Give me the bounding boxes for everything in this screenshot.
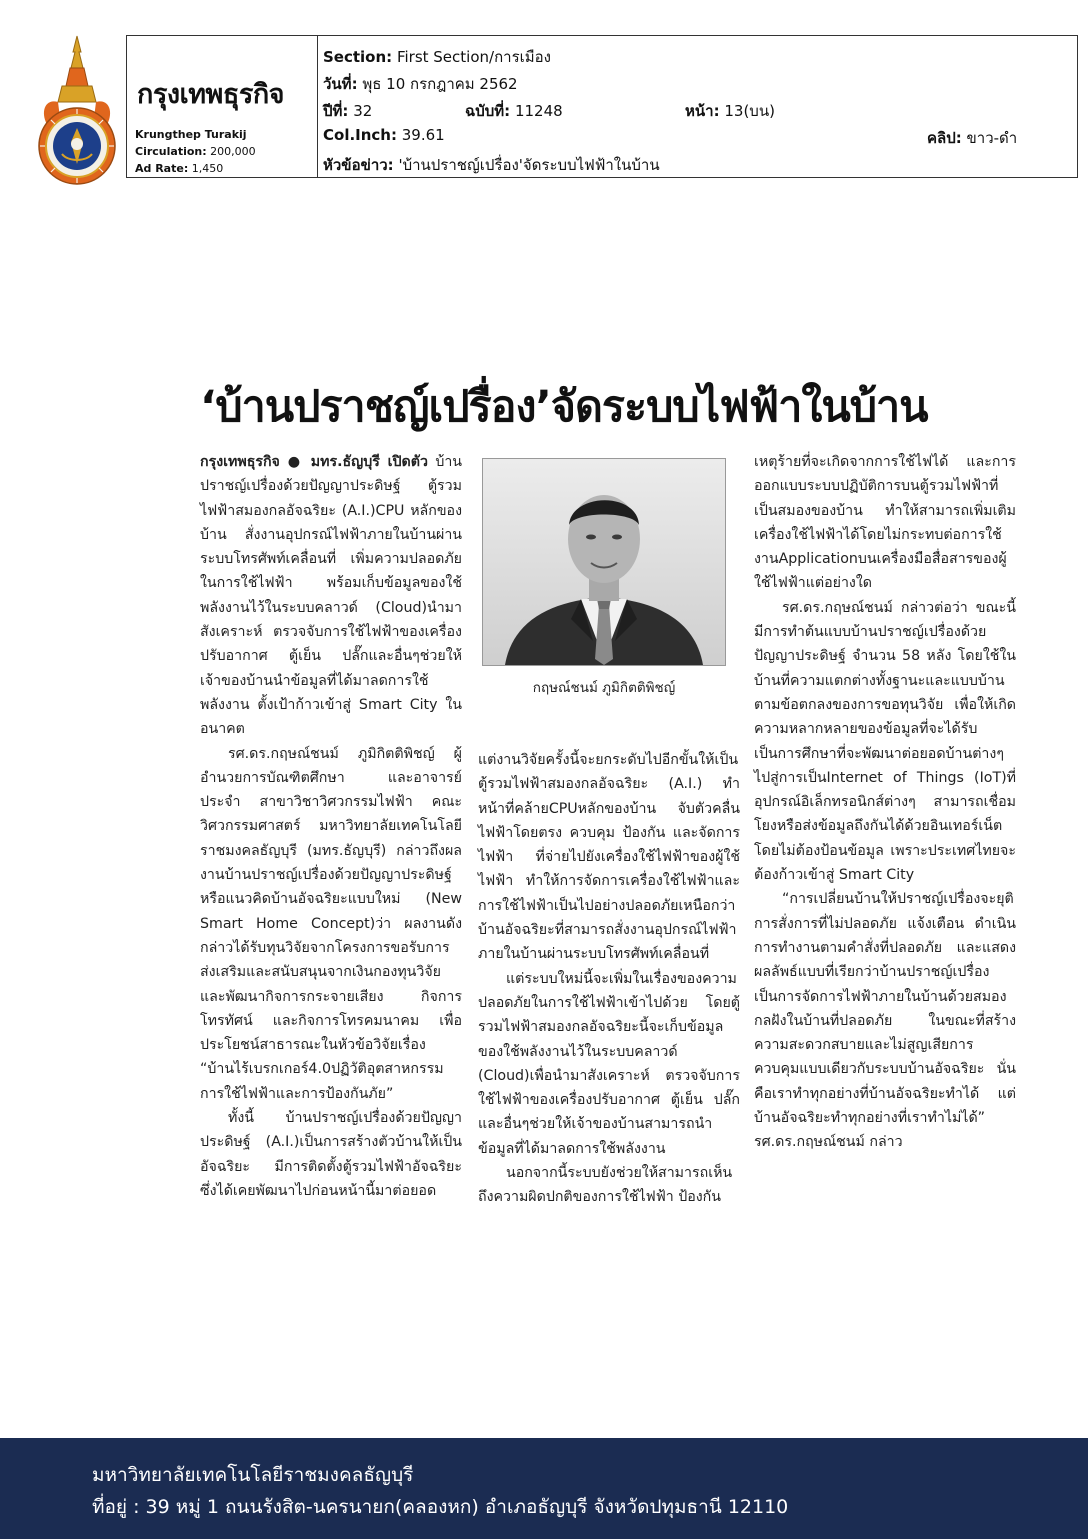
circulation: Circulation: 200,000 [135, 145, 256, 158]
article-paragraph: นอกจากนี้ระบบยังช่วยให้สามารถเห็นถึงความผิดปกติของการใช้ไฟฟ้า ป้องกัน [478, 1165, 733, 1206]
article-column-1 [200, 450, 462, 1490]
article-paragraph: แต่ระบบใหม่นี้จะเพิ่มในเรื่องของความปลอดภัยในการใช้ไฟฟ้าเข้าไปด้วย โดยตู้รวมไฟฟ้าสมองกลอัจฉริยะนี้จะเก็บข้อมูลของใช้พลังงานไว้ในระบบคลาวด์ (Cloud)เพื่อนำมาสังเคราะห์ ตรวจจับการใช้ไฟฟ้าของเครื่องปรับอากาศ ตู้เย็น ปลั๊กและอื่นๆช่วยให้เจ้าของบ้านสามารถนำข้อมูลที่ได้มาลดการใช้พลังงาน [478, 970, 740, 1157]
article-paragraph: รศ.ดร.กฤษณ์ชนม์ ภูมิกิตติพิชญ์ ผู้อำนวยการบัณฑิตศึกษา และอาจารย์ประจำ สาขาวิชาวิศวกรรมไฟฟ้า คณะวิศวกรรมศาสตร์ มหาวิทยาลัยเทคโนโลยีราชมงคลธัญบุรี (มทร.ธัญบุรี) กล่าวถึงผลงานบ้านปราชญ์เปรื่องด้วยปัญญาประดิษฐ์ หรือแนวคิดบ้านอัจฉริยะแบบใหม่ (New Smart Home Concept)ว่า ผลงานดังกล่าวได้รับทุนวิจัยจากโครงการขอรับการส่งเสริมและสนับสนุนจากเงินกองทุนวิจัยและพัฒนากิจการกระจายเสียง กิจการโทรทัศน์ และกิจการโทรคมนาคม เพื่อประโยชน์สาธารณะในหัวข้อวิจัยเรื่อง “บ้านไร้เบรกเกอร์4.0ปฏิวัติอุตสาหกรรมการใช้ไฟฟ้าและการป้องกันภัย” [200, 745, 462, 1102]
footer-university: มหาวิทยาลัยเทคโนโลยีราชมงคลธัญบุรี [92, 1464, 414, 1486]
clip-field: คลิป: ขาว-ดำ [927, 129, 1018, 147]
header-divider [317, 36, 318, 177]
paper-name: กรุงเทพธุรกิจ [137, 79, 285, 110]
colinch-field: Col.Inch: 39.61 [323, 126, 445, 144]
article-paragraph: เหตุร้ายที่จะเกิดจากการใช้ไฟได้ และการออกแบบระบบปฏิบัติการบนตู้รวมไฟฟ้าที่เป็นสมองของบ้าน ทำให้สามารถเพิ่มเติมเครื่องใช้ไฟฟ้าได้โดยไม่กระทบต่อการใช้งานApplicationบนเครื่องมือสื่อสารของผู้ใช้ไฟฟ้าแต่อย่างใด [754, 454, 1016, 592]
portrait-photo [482, 458, 726, 666]
article-paragraph: กรุงเทพธุรกิจ ● มทร.ธัญบุรี เปิดตัว บ้านปราชญ์เปรื่องด้วยปัญญาประดิษฐ์ ตู้รวมไฟฟ้าสมองกลอัจฉริยะ (A.I.)CPU หลักของบ้าน สั่งงานอุปกรณ์ไฟฟ้าภายในบ้านผ่านระบบโทรศัพท์เคลื่อนที่ เพิ่มความปลอดภัยในการใช้ไฟฟ้า พร้อมเก็บข้อมูลของใช้พลังงานไว้ในระบบคลาวด์ (Cloud)นำมาสังเคราะห์ ตรวจจับการใช้ไฟฟ้าของเครื่องปรับอากาศ ตู้เย็น ปลั๊กและอื่นๆช่วยให้เจ้าของบ้านนำข้อมูลที่ได้มาลดการใช้พลังงาน ตั้งเป้าก้าวเข้าสู่ Smart City ในอนาคต [200, 454, 462, 738]
article-byline: กรุงเทพธุรกิจ ● มทร.ธัญบุรี เปิดตัว [200, 454, 428, 470]
clipping-header [126, 35, 1078, 178]
date-row: วันที่: พุธ 10 กรกฎาคม 2562 [323, 75, 518, 93]
article-paragraph: ทั้งนี้ บ้านปราชญ์เปรื่องด้วยปัญญาประดิษฐ์ (A.I.)เป็นการสร้างตัวบ้านให้เป็นอัจฉริยะ มีการติดตั้งตู้รวมไฟฟ้าอัจฉริยะ ซึ่งได้เคยพัฒนาไปก่อนหน้านี้มาต่อยอด [200, 1110, 462, 1199]
publication-name: Krungthep Turakij [135, 128, 247, 141]
topic-row: หัวข้อข่าว: 'บ้านปราชญ์เปรื่อง'จัดระบบไฟฟ้าในบ้าน [323, 156, 660, 174]
article-headline: ‘บ้านปราชญ์เปรื่อง’จัดระบบไฟฟ้าในบ้าน [200, 382, 928, 432]
article-column-2 [478, 748, 740, 1490]
article-column-3 [754, 450, 1016, 1490]
footer-bar [0, 1438, 1088, 1539]
clipping-details [323, 36, 1077, 177]
university-seal-icon [34, 34, 120, 186]
article-paragraph: แต่งานวิจัยครั้งนี้จะยกระดับไปอีกขั้นให้เป็นตู้รวมไฟฟ้าสมองกลอัจฉริยะ (A.I.) ทำหน้าที่คล้ายCPUหลักของบ้าน จับตัวคลื่นไฟฟ้าโดยตรง ควบคุม ป้องกัน และจัดการไฟฟ้า ที่จ่ายไปยังเครื่องใช้ไฟฟ้าของผู้ใช้ไฟฟ้า ทำให้การจัดการเครื่องใช้ไฟฟ้าและการใช้ไฟฟ้าเป็นไปอย่างปลอดภัยเหนือกว่าบ้านอัจฉริยะที่สามารถสั่งงานอุปกรณ์ไฟฟ้าภายในบ้านผ่านระบบโทรศัพท์เคลื่อนที่ [478, 752, 740, 963]
ad-rate: Ad Rate: 1,450 [135, 162, 224, 175]
year-field: ปีที่: 32 [323, 102, 373, 120]
publication-info [127, 36, 317, 177]
article-paragraph: รศ.ดร.กฤษณ์ชนม์ กล่าวต่อว่า ขณะนี้มีการทำต้นแบบบ้านปราชญ์เปรื่องด้วยปัญญาประดิษฐ์ จำนวน 58 หลัง โดยใช้ในบ้านที่ความแตกต่างทั้งฐานะและแบบบ้าน ตามข้อตกลงของการขอทุนวิจัย เพื่อให้เกิดความหลากหลายของข้อมูลที่จะได้รับ เป็นการศึกษาที่จะพัฒนาต่อยอดบ้านต่างๆ ไปสู่การเป็นInternet of Things (IoT)ที่อุปกรณ์อิเล็กทรอนิกส์ต่างๆ สามารถเชื่อมโยงหรือส่งข้อมูลถึงกันได้ด้วยอินเทอร์เน็ต โดยไม่ต้องป้อนข้อมูล เพราะประเทศไทยจะต้องก้าวเข้าสู่ Smart City [754, 599, 1016, 884]
issue-field: ฉบับที่: 11248 [465, 102, 563, 120]
section-row: Section: First Section/การเมือง [323, 48, 551, 66]
article-paragraph: “การเปลี่ยนบ้านให้ปราชญ์เปรื่องจะยุติการสั่งการที่ไม่ปลอดภัย แจ้งเตือน ดำเนินการทำงานตามคำสั่งที่ปลอดภัย และแสดงผลลัพธ์แบบที่เรียกว่าบ้านปราชญ์เปรื่อง เป็นการจัดการไฟฟ้าภายในบ้านด้วยสมองกลฝังในบ้านที่ปลอดภัย ในขณะที่สร้างความสะดวกสบายและไม่สูญเสียการควบคุมแบบเดียวกับระบบบ้านอัจฉริยะ นั่นคือเราทำทุกอย่างที่บ้านอัจฉริยะทำได้ แต่บ้านอัจฉริยะทำทุกอย่างที่เราทำไม่ได้” รศ.ดร.กฤษณ์ชนม์ กล่าว [754, 891, 1016, 1151]
page-field: หน้า: 13(บน) [685, 102, 775, 120]
photo-caption: กฤษณ์ชนม์ ภูมิกิตติพิชญ์ [532, 680, 676, 696]
footer-address: ที่อยู่ : 39 หมู่ 1 ถนนรังสิต-นครนายก(คลองหก) อำเภอธัญบุรี จังหวัดปทุมธานี 12110 [92, 1496, 789, 1518]
